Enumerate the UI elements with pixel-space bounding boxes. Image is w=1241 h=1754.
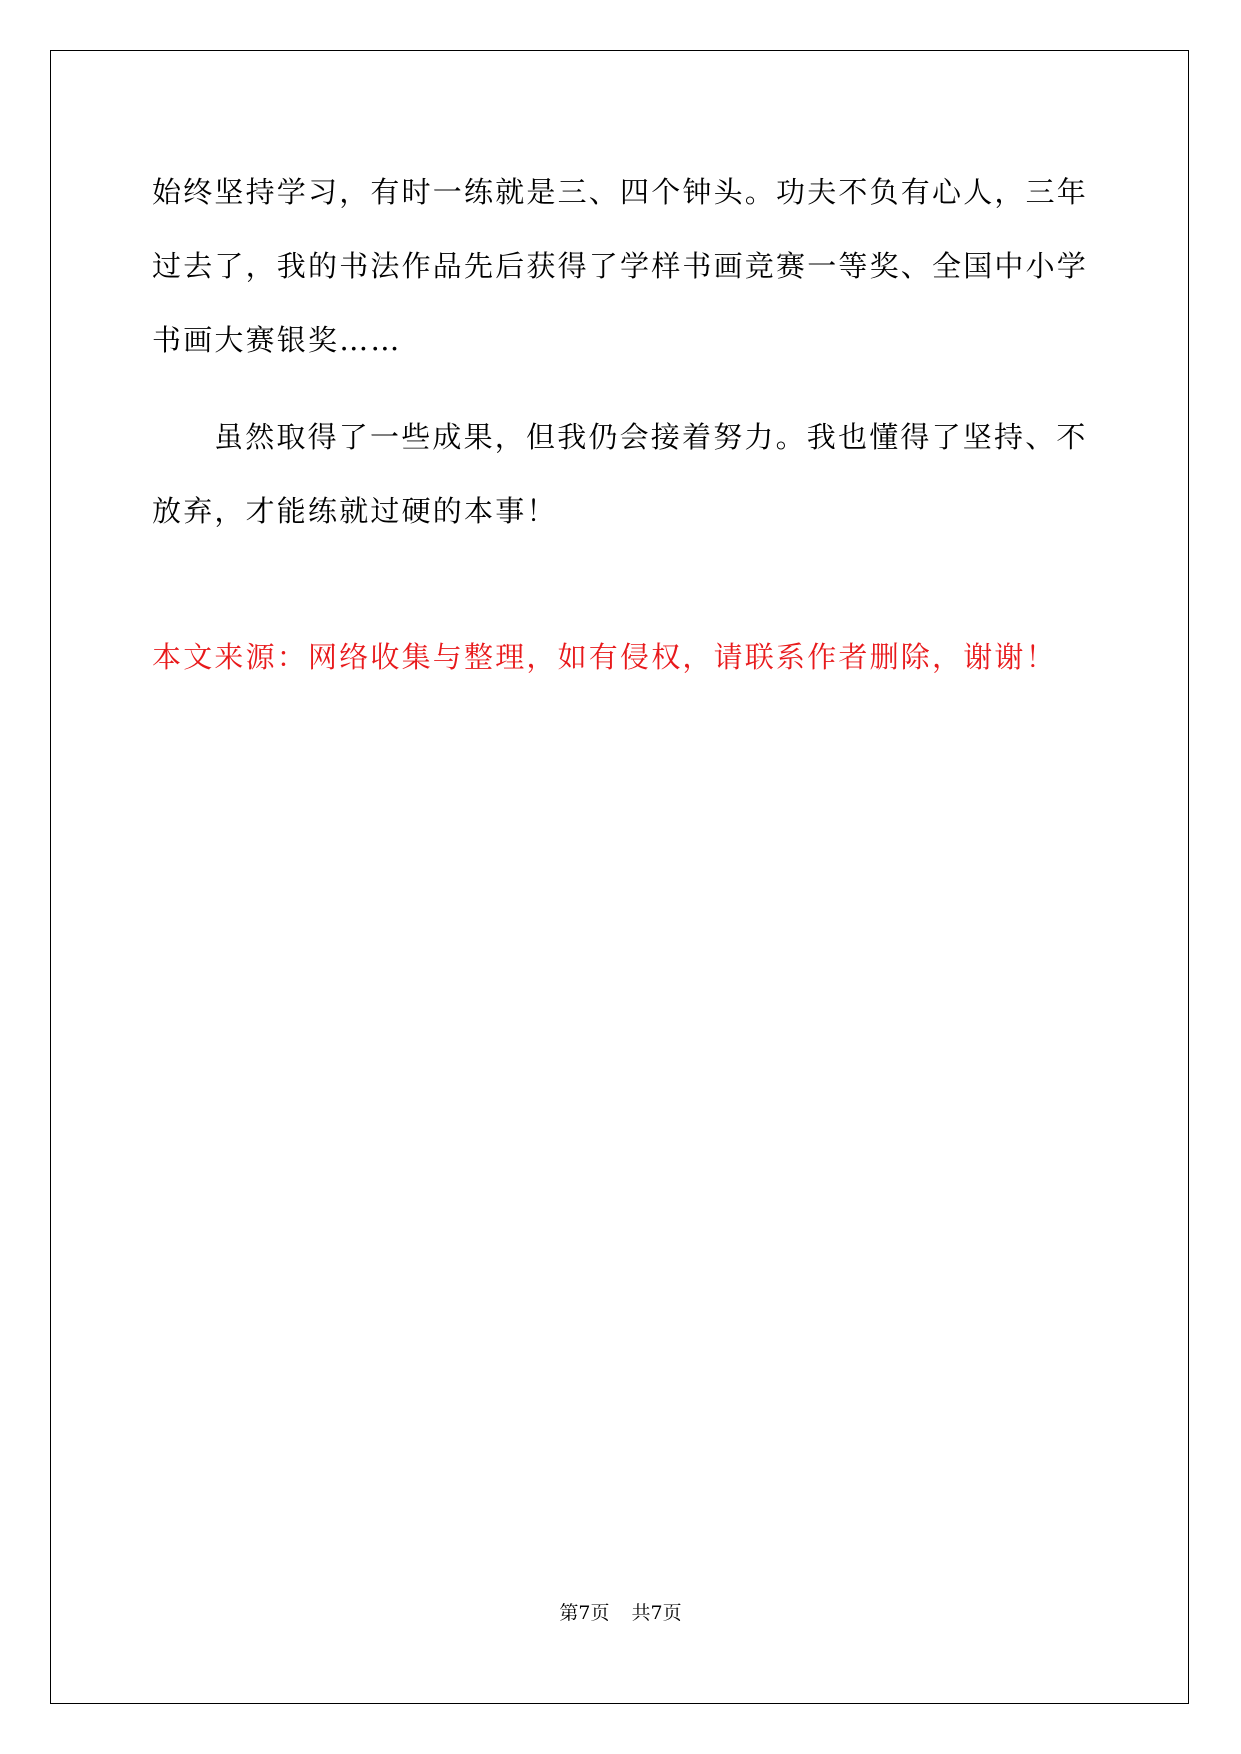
paragraph-line: 过去了，我的书法作品先后获得了学样书画竞赛一等奖、全国中小学: [152, 249, 1089, 283]
paragraph-continuation: [152, 155, 1092, 377]
source-note: 本文来源：网络收集与整理，如有侵权，请联系作者删除，谢谢！: [152, 640, 1057, 674]
paragraph-line: 书画大赛银奖……: [152, 323, 402, 357]
paragraph-line: 虽然取得了一些成果，但我仍会接着努力。我也懂得了坚持、不: [214, 420, 1088, 454]
page-footer: [0, 1600, 1241, 1626]
paragraph-conclusion: [152, 400, 1092, 548]
page-number: 第7页: [559, 1602, 610, 1624]
page-total: 共7页: [631, 1602, 682, 1624]
paragraph-line: 始终坚持学习，有时一练就是三、四个钟头。功夫不负有心人，三年: [152, 175, 1089, 209]
paragraph-line: 放弃，才能练就过硬的本事！: [152, 494, 558, 528]
